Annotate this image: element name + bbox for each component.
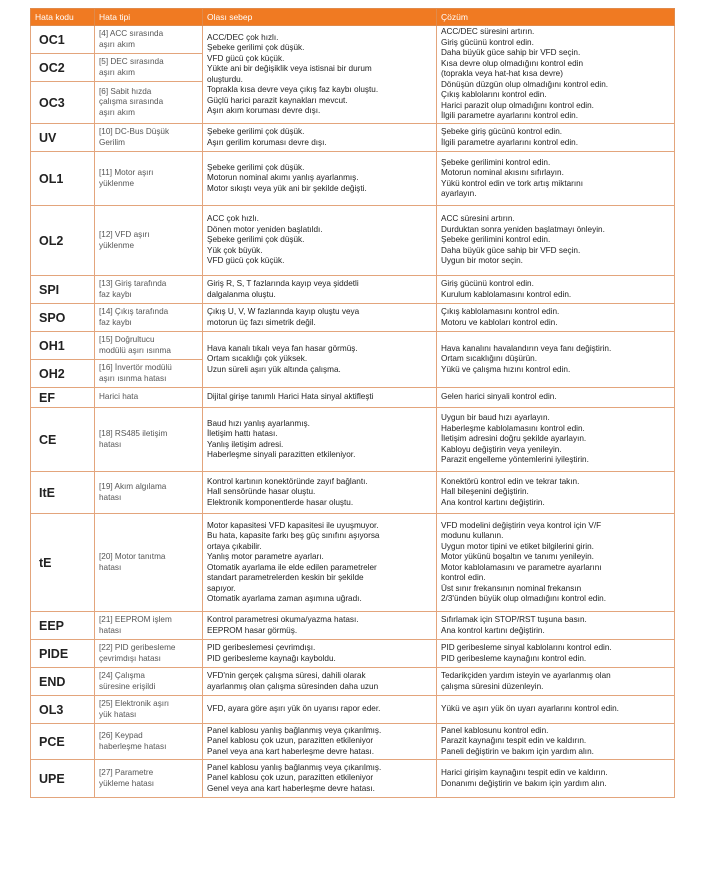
text-line: kontrol edin. [441,573,486,582]
text-line: ACC/DEC süresini artırın. [441,27,535,37]
text-line: VFD'nin gerçek çalışma süresi, dahili olarak [207,671,366,680]
fault-type [95,640,203,668]
text-line: Uygun bir baud hızı ayarlayın. [441,413,550,423]
table-row [31,612,675,640]
possible-cause [203,152,437,206]
possible-cause [203,304,437,332]
table-row [31,724,675,760]
fault-type [95,360,203,388]
fault-type [95,26,203,54]
possible-cause [203,26,437,124]
text-line: aşırı ısınma hatası [99,373,167,383]
fault-type [95,514,203,612]
table-row [31,760,675,798]
text-line: 2/3'ünden büyük olup olmadığını kontrol edin. [441,594,606,603]
possible-cause [203,760,437,798]
text-line: İletişim adresini doğru şekilde ayarlayın. [441,434,587,444]
solution [437,514,675,612]
fault-type [95,724,203,760]
fault-code: OH1 [31,332,95,360]
solution [437,332,675,388]
table-row [31,332,675,360]
text-line: [5] DEC sırasında [99,57,164,66]
text-line: Dijital girişe tanımlı Harici Hata sinyal aktifleşti [207,392,374,402]
text-line: Motor sıkıştı veya yük ani bir şekilde değişti. [207,183,367,193]
text-line: yükleme hatası [99,778,155,788]
text-line: Yükü ve aşırı yük ön uyarı ayarlarını kontrol edin. [441,704,619,714]
fault-type [95,124,203,152]
text-line: [22] PID geribesleme [99,643,176,652]
possible-cause [203,696,437,724]
text-line: Çıkış kablolarını kontrol edin. [441,90,547,100]
text-line: Paneli değiştirin ve bakım için yardım alın. [441,746,594,756]
text-line: Şebeke gerilimini kontrol edin. [441,157,551,167]
table-row [31,276,675,304]
text-line: Panel kablosu çok uzun, parazitten etkileniyor [207,773,374,783]
text-line: VFD modelini değiştirin veya kontrol için V/F [441,520,602,530]
header-fault-code: Hata kodu [31,9,95,26]
fault-code: OC1 [31,26,95,54]
text-line: Dönen motor yeniden başlatıldı. [207,224,323,234]
text-line: sapıyor. [207,583,236,593]
solution [437,640,675,668]
text-line: Harici girişim kaynağını tespit edin ve kaldırın. [441,768,608,777]
text-line: Harici hata [99,392,139,402]
text-line: Panel kablosunu kontrol edin. [441,725,549,735]
text-line: [19] Akım algılama [99,482,167,491]
text-line: Giriş R, S, T fazlarında kayıp veya şiddetli [207,279,359,288]
fault-code: SPI [31,276,95,304]
text-line: Gerilim [99,137,125,147]
table-header [31,9,675,26]
text-line: Durduktan sonra yeniden başlatmayı önleyin. [441,224,605,234]
text-line: Uygun motor tipini ve etiket bilgilerini girin. [441,541,594,551]
solution [437,388,675,408]
text-line: süresine erişildi [99,681,156,691]
possible-cause [203,514,437,612]
text-line: İlgili parametre ayarlarını kontrol edin. [441,111,578,121]
text-line: [26] Keypad [99,731,143,740]
fault-code: OC3 [31,82,95,124]
text-line: haberleşme hatası [99,741,167,751]
text-line: VFD, ayara göre aşırı yük ön uyarısı rapor eder. [207,704,381,714]
solution [437,152,675,206]
fault-table [30,8,675,798]
fault-code: OL1 [31,152,95,206]
possible-cause [203,124,437,152]
fault-code: PCE [31,724,95,760]
solution [437,206,675,276]
fault-code: CE [31,408,95,472]
text-line: Yükü kontrol edin ve tork artış miktarını [441,178,583,188]
text-line: Motor yükünü boşaltın ve tanımı yenileyin. [441,552,594,561]
text-line: dalgalanma oluştu. [207,289,276,299]
fault-type [95,612,203,640]
fault-code: OH2 [31,360,95,388]
table-row [31,640,675,668]
table-row [31,388,675,408]
fault-type [95,388,203,408]
fault-code: SPO [31,304,95,332]
fault-code: PIDE [31,640,95,668]
text-line: Kontrol parametresi okuma/yazma hatası. [207,615,359,624]
text-line: ACC süresini artırın. [441,214,515,224]
text-line: Gelen harici sinyali kontrol edin. [441,392,557,402]
header-solution: Çözüm [437,9,675,26]
text-line: Kısa devre olup olmadığını kontrol edin [441,58,584,68]
fault-type [95,152,203,206]
text-line: Baud hızı yanlış ayarlanmış. [207,418,310,428]
table-row [31,152,675,206]
possible-cause [203,332,437,388]
text-line: Otomatik ayarlama ile elde edilen parametreler [207,562,377,572]
solution [437,668,675,696]
text-line: Parazit kaynağını tespit edin ve kaldırın. [441,736,587,746]
table-row [31,668,675,696]
possible-cause [203,388,437,408]
text-line: faz kaybı [99,317,132,327]
text-line: modülü aşırı ısınma [99,345,171,355]
text-line: Ortam sıcaklığı çok yüksek. [207,354,308,364]
solution [437,612,675,640]
text-line: [25] Elektronik aşırı [99,699,170,708]
text-line: Üst sınır frekansının nominal frekansın [441,583,582,593]
table-row [31,304,675,332]
text-line: çalışma süresini düzenleyin. [441,681,544,691]
fault-code: OL3 [31,696,95,724]
text-line: hatası [99,492,122,502]
text-line: Kontrol kartının konektöründe zayıf bağlantı. [207,476,368,486]
text-line: Aşırı akım koruması devre dışı. [207,106,321,115]
fault-type [95,696,203,724]
text-line: Kabloyu değiştirin veya yenileyin. [441,444,562,454]
text-line: aşırı akım [99,67,135,77]
text-line: [20] Motor tanıtma [99,552,166,561]
text-line: aşırı akım [99,39,135,49]
text-line: VFD gücü çok küçük. [207,53,285,63]
text-line: Motorun nominal akısını sıfırlayın. [441,168,564,177]
header-row [31,9,675,26]
fault-code: END [31,668,95,696]
text-line: yük hatası [99,709,137,719]
text-line: aşırı akım [99,107,135,117]
text-line: ortaya çıkabilir. [207,541,262,551]
possible-cause [203,206,437,276]
text-line: Şebeke gerilimi çok düşük. [207,127,305,136]
solution [437,124,675,152]
fault-type [95,54,203,82]
text-line: Donanımı değiştirin ve bakım için yardım alın. [441,778,607,788]
text-line: Elektronik komponentlerde hasar oluştu. [207,497,354,507]
solution [437,276,675,304]
table-row [31,26,675,54]
text-line: Uygun bir motor seçin. [441,256,523,266]
text-line: modunu kullanın. [441,531,504,540]
text-line: Panel kablosu yanlış bağlanmış veya çıkarılmış. [207,725,382,735]
solution [437,724,675,760]
table-body [31,26,675,798]
solution [437,760,675,798]
text-line: Şebeke gerilimi çok düşük. [207,235,305,245]
text-line: Haberleşme sinyali parazitten etkileniyor. [207,450,356,459]
text-line: Giriş gücünü kontrol edin. [441,37,534,47]
text-line: [14] Çıkış tarafında [99,307,169,316]
text-line: Toprakla kısa devre veya çıkış faz kaybı oluştu. [207,85,379,94]
text-line: [4] ACC sırasında [99,29,164,38]
table-row [31,408,675,472]
text-line: çalışma sırasında [99,97,164,107]
text-line: Aşırı gerilim koruması devre dışı. [207,137,327,147]
solution [437,472,675,514]
fault-type [95,82,203,124]
solution [437,696,675,724]
text-line: Yanlış iletişim adresi. [207,439,284,449]
text-line: Hall sensöründe hasar oluştu. [207,487,316,497]
text-line: Ortam sıcaklığını düşürün. [441,354,538,364]
text-line: hatası [99,562,122,572]
text-line: [15] Doğrultucu [99,335,155,344]
text-line: oluşturdu. [207,74,243,84]
fault-type [95,206,203,276]
text-line: Çıkış U, V, W fazlarında kayıp oluştu veya [207,307,360,316]
fault-type [95,304,203,332]
text-line: [12] VFD aşırı [99,230,150,239]
text-line: ayarlayın. [441,189,477,198]
text-line: Yanlış motor parametre ayarları. [207,552,324,561]
table-row [31,472,675,514]
possible-cause [203,276,437,304]
fault-type [95,332,203,360]
fault-type [95,668,203,696]
text-line: Motor kapasitesi VFD kapasitesi ile uyuşmuyor. [207,520,379,530]
text-line: [13] Giriş tarafında [99,279,167,288]
text-line: Bu hata, kapasite farkı beş güç sınıfını aşıyorsa [207,531,380,540]
text-line: standart parametrelerden keskin bir şekilde [207,573,364,582]
fault-type [95,408,203,472]
text-line: [10] DC-Bus Düşük [99,127,170,136]
text-line: Şebeke gerilimi çok düşük. [207,43,305,52]
text-line: Motorun nominal akımı yanlış ayarlanmış. [207,173,359,183]
fault-code: tE [31,514,95,612]
possible-cause [203,612,437,640]
text-line: Şebeke giriş gücünü kontrol edin. [441,127,563,136]
fault-code: OL2 [31,206,95,276]
text-line: Uzun süreli aşırı yük altında çalışma. [207,364,341,374]
possible-cause [203,408,437,472]
text-line: İlgili parametre ayarlarını kontrol edin. [441,137,578,147]
text-line: Genel veya ana kart haberleşme devre hatası. [207,783,375,793]
text-line: Motoru ve kabloları kontrol edin. [441,317,558,327]
text-line: Yükü ve çalışma hızını kontrol edin. [441,364,571,374]
text-line: Yükte ani bir değişiklik veya istisnai bir durum [207,64,372,73]
text-line: Şebeke gerilimini kontrol edin. [441,235,551,245]
text-line: çevrimdışı hatası [99,653,161,663]
text-line: Şebeke gerilimi çok düşük. [207,162,305,172]
text-line: [11] Motor aşırı [99,168,154,177]
text-line: Hava kanalı tıkalı veya fan hasar görmüş. [207,343,358,353]
text-line: Otomatik ayarlama zaman aşımına uğradı. [207,594,362,603]
text-line: Sıfırlamak için STOP/RST tuşuna basın. [441,615,587,624]
text-line: Güçlü harici parazit kaynakları mevcut. [207,95,348,105]
text-line: PID geribesleme kaynağı kayboldu. [207,653,336,663]
text-line: ACC/DEC çok hızlı. [207,32,279,42]
table-row [31,696,675,724]
fault-code: UV [31,124,95,152]
text-line: Kurulum kablolamasını kontrol edin. [441,289,572,299]
text-line: PID geribesleme kaynağını kontrol edin. [441,653,587,663]
text-line: VFD gücü çok küçük. [207,256,285,266]
text-line: EEPROM hasar görmüş. [207,625,298,635]
fault-type [95,276,203,304]
fault-code: EF [31,388,95,408]
table-row [31,514,675,612]
text-line: motorun üç fazı simetrik değil. [207,317,316,327]
text-line: [18] RS485 iletişim [99,429,168,438]
header-fault-type: Hata tipi [95,9,203,26]
text-line: Hava kanalını havalandırın veya fanı değiştirin. [441,343,612,353]
text-line: Hall bileşenini değiştirin. [441,487,529,497]
text-line: hatası [99,439,122,449]
text-line: [16] İnvertör modülü [99,363,172,372]
text-line: Harici parazit olup olmadığını kontrol edin. [441,100,594,110]
text-line: Haberleşme kablolamasını kontrol edin. [441,423,585,433]
text-line: ayarlanmış olan çalışma süresinden daha uzun [207,681,379,691]
text-line: Giriş gücünü kontrol edin. [441,279,534,288]
table-row [31,124,675,152]
text-line: Konektörü kontrol edin ve tekrar takın. [441,476,580,486]
solution [437,26,675,124]
table-row [31,206,675,276]
fault-type [95,760,203,798]
text-line: PID geribesleme sinyal kablolarını kontrol edin. [441,643,612,652]
text-line: Yük çok büyük. [207,245,263,255]
fault-code: UPE [31,760,95,798]
solution [437,408,675,472]
possible-cause [203,640,437,668]
text-line: faz kaybı [99,289,132,299]
text-line: Ana kontrol kartını değiştirin. [441,497,545,507]
text-line: PID geribeslemesi çevrimdışı. [207,643,316,652]
text-line: ACC çok hızlı. [207,214,259,224]
text-line: [24] Çalışma [99,671,145,680]
text-line: Parazit engelleme yöntemlerini iyileştirin. [441,455,589,465]
fault-code: ItE [31,472,95,514]
text-line: yüklenme [99,178,135,188]
text-line: Ana kontrol kartını değiştirin. [441,625,545,635]
text-line: Panel kablosu çok uzun, parazitten etkileniyor [207,736,374,746]
text-line: [6] Sabit hızda [99,86,152,96]
possible-cause [203,724,437,760]
fault-code: OC2 [31,54,95,82]
fault-type [95,472,203,514]
text-line: Daha büyük güce sahip bir VFD seçin. [441,245,581,255]
text-line: Motor kablolamasını ve parametre ayarlarını [441,562,602,572]
text-line: yüklenme [99,240,135,250]
text-line: Panel veya ana kart haberleşme devre hatası. [207,746,375,756]
text-line: Tedarikçiden yardım isteyin ve ayarlanmış olan [441,671,611,680]
text-line: Dönüşün düzgün olup olmadığını kontrol edin. [441,79,609,89]
fault-code: EEP [31,612,95,640]
solution [437,304,675,332]
possible-cause [203,472,437,514]
text-line: hatası [99,625,122,635]
header-possible-cause: Olası sebep [203,9,437,26]
text-line: (toprakla veya hat-hat kısa devre) [441,69,563,79]
text-line: Çıkış kablolamasını kontrol edin. [441,307,560,316]
text-line: [27] Parametre [99,768,154,777]
text-line: Panel kablosu yanlış bağlanmış veya çıkarılmış. [207,762,382,772]
text-line: İletişim hattı hatası. [207,429,278,438]
text-line: Daha büyük güce sahip bir VFD seçin. [441,48,581,58]
text-line: [21] EEPROM işlem [99,615,172,624]
possible-cause [203,668,437,696]
